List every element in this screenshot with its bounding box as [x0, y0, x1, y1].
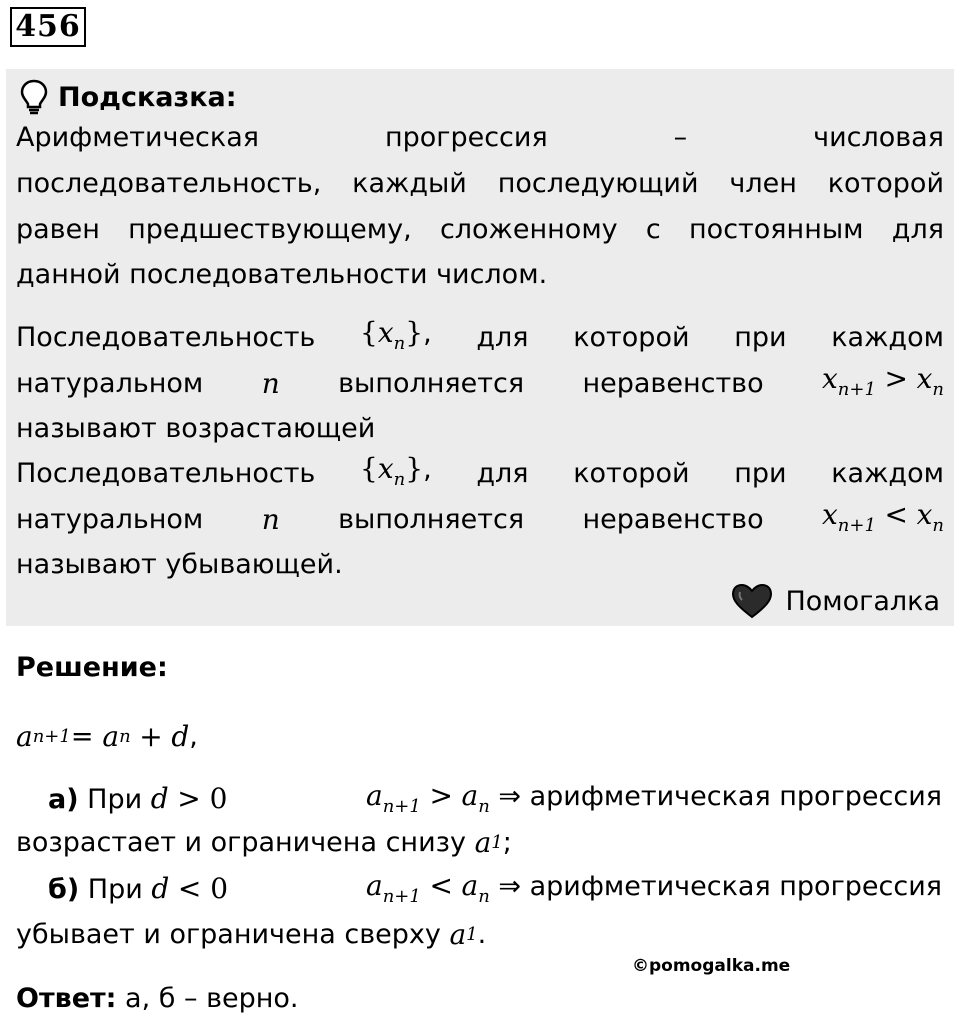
word: для — [476, 458, 529, 489]
word: – — [673, 122, 688, 153]
word: которой — [573, 458, 690, 489]
word: неравенство — [582, 504, 764, 535]
word: Последовательность — [16, 458, 316, 489]
word: последующий — [497, 168, 699, 199]
n-variable: n — [261, 503, 280, 536]
word: предшествующему, — [128, 214, 412, 245]
lightbulb-icon — [20, 79, 48, 115]
problem-number: 456 — [10, 7, 86, 47]
hint-header — [20, 79, 237, 115]
word: числовая — [813, 122, 944, 153]
definition-line — [16, 207, 944, 253]
word: постоянным — [689, 214, 864, 245]
word: для — [476, 322, 529, 353]
sequence-formula: $\{x_n\}$, — [360, 315, 432, 354]
word: член — [729, 168, 797, 199]
answer-text: а, б – верно. — [125, 982, 299, 1014]
word: каждом — [831, 322, 944, 353]
watermark: ©pomogalka.me — [632, 956, 791, 976]
word: равен — [16, 214, 100, 245]
word: выполняется — [338, 368, 525, 399]
word: которой — [827, 168, 944, 199]
word: последовательность, — [16, 168, 322, 199]
word: натуральном — [16, 504, 204, 535]
word: при — [734, 458, 787, 489]
word: Последовательность — [16, 322, 316, 353]
hint-box — [6, 69, 954, 626]
solution-title: Решение: — [16, 652, 168, 683]
recurrence-formula: a n+1 = a n + d , — [16, 719, 198, 753]
definition-line — [16, 161, 944, 207]
case-b-condition: б) При d < 0 — [48, 871, 229, 905]
case-a-line-2: возрастает и ограничена снизу a 1 ; — [16, 825, 512, 859]
word: при — [734, 322, 787, 353]
word: прогрессия — [384, 122, 548, 153]
word: каждом — [831, 458, 944, 489]
increasing-inequality: $x_{n+1} > x_n$ — [821, 361, 944, 400]
case-b-conclusion: $a_{n+1} < a_n$ ⇒ арифметическая прогрессия — [366, 869, 942, 907]
hint-increasing — [16, 315, 944, 587]
sequence-formula: $\{x_n\}$, — [360, 451, 432, 490]
word: натуральном — [16, 368, 204, 399]
increasing-line-3: называют возрастающей — [16, 413, 376, 444]
word: для — [891, 214, 944, 245]
word: каждый — [352, 168, 467, 199]
increasing-line-2 — [16, 361, 944, 407]
case-a-line-1 — [16, 776, 942, 820]
brand — [731, 583, 940, 619]
case-a-conclusion: $a_{n+1} > a_n$ ⇒ арифметическая прогрессия — [366, 779, 942, 817]
definition-line — [16, 115, 944, 161]
word: Арифметическая — [16, 122, 259, 153]
word: неравенство — [582, 368, 764, 399]
definition-line: данной последовательности числом. — [16, 259, 548, 290]
word: сложенному — [439, 214, 618, 245]
brand-name: Помогалка — [785, 585, 940, 617]
decreasing-inequality: $x_{n+1} < x_n$ — [821, 497, 944, 536]
case-a-condition: а) При d > 0 — [48, 781, 228, 815]
case-b-line-2: убывает и ограничена сверху a 1 . — [16, 917, 487, 951]
decreasing-line-1 — [16, 451, 944, 497]
word: с — [645, 214, 661, 245]
word: которой — [573, 322, 690, 353]
hint-title: Подсказка: — [58, 81, 237, 113]
heart-icon — [731, 583, 773, 619]
answer — [16, 978, 299, 1018]
hint-definition — [16, 115, 944, 297]
n-variable: n — [261, 367, 280, 400]
increasing-line-1 — [16, 315, 944, 361]
word: выполняется — [338, 504, 525, 535]
decreasing-line-2 — [16, 497, 944, 543]
decreasing-line-3: называют убывающей. — [16, 549, 343, 580]
answer-label: Ответ: — [16, 982, 117, 1014]
case-b-line-1 — [16, 866, 942, 910]
